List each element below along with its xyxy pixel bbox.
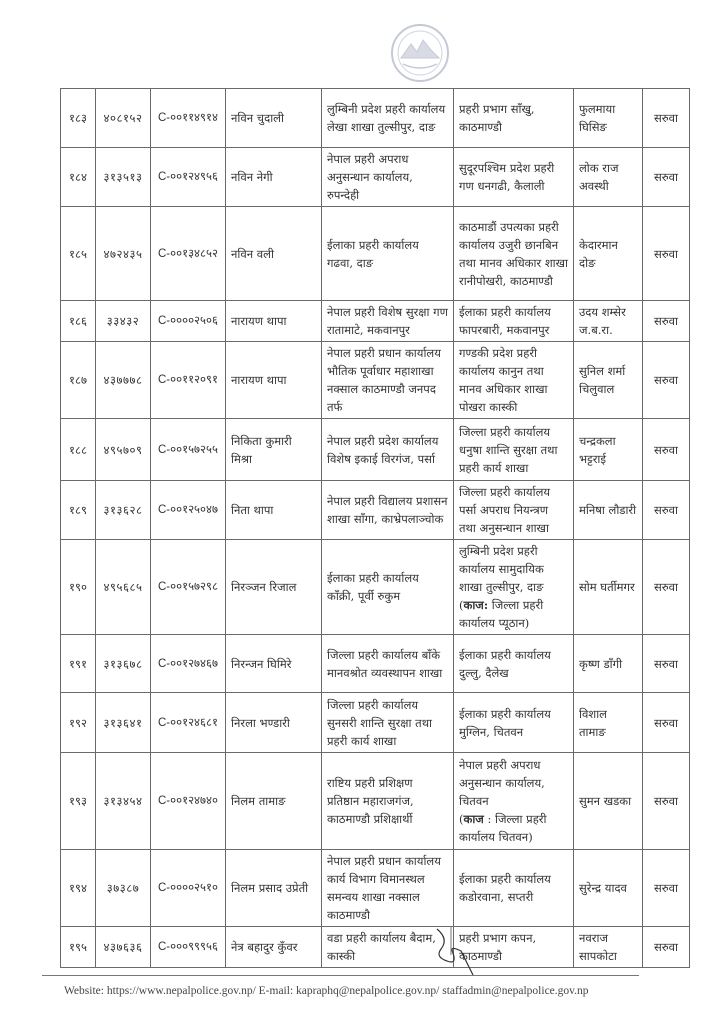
signature-mark-icon	[427, 925, 477, 977]
current-office: नेपाल प्रहरी प्रधान कार्यालय कार्य विभाग विमानस्थल समन्वय शाखा नक्साल काठमाण्डौ	[322, 850, 454, 927]
police-id: ४३७६३६	[96, 927, 151, 968]
deputation-office: जिल्ला प्रहरी कार्यालय प्यूठान)	[459, 598, 544, 630]
employee-name: नविन चुदाली	[226, 89, 322, 148]
transfer-office-text: ईलाका प्रहरी कार्यालय कडोरवाना, सप्तरी	[459, 872, 551, 904]
transfer-office-text: नेपाल प्रहरी अपराध अनुसन्धान कार्यालय, चितवन	[459, 758, 545, 808]
transfer-table	[60, 88, 690, 968]
deputation-label: काज	[463, 812, 484, 826]
employee-code: C-००१२७४६७	[151, 635, 226, 693]
police-id: ४०८१५२	[96, 89, 151, 148]
employee-name: निलम तामाङ	[226, 753, 322, 850]
replacement-name: उदय शम्सेर ज.ब.रा.	[574, 301, 643, 342]
transfer-type: सरुवा	[643, 207, 690, 301]
employee-code: C-००१५७२५५	[151, 419, 226, 481]
replacement-name: सुनिल शर्मा चिलुवाल	[574, 342, 643, 419]
police-id: ४९५७०९	[96, 419, 151, 481]
employee-code: C-००१२४९५६	[151, 148, 226, 207]
police-id: ४३७७७८	[96, 342, 151, 419]
serial-number: १८७	[61, 342, 96, 419]
table-row	[61, 207, 690, 301]
table-row	[61, 753, 690, 850]
table-row	[61, 419, 690, 481]
police-id: ३३४३२	[96, 301, 151, 342]
serial-number: १८४	[61, 148, 96, 207]
deputation-note: (काज : जिल्ला प्रहरी कार्यालय चितवन)	[459, 812, 547, 844]
current-office: ईलाका प्रहरी कार्यालय गढवा, दाङ	[322, 207, 454, 301]
employee-code: C-०००९९९५६	[151, 927, 226, 968]
table-row	[61, 927, 690, 968]
replacement-name: विशाल तामाङ	[574, 693, 643, 753]
transfer-type: सरुवा	[643, 481, 690, 540]
employee-code: C-००१२४६८१	[151, 693, 226, 753]
transfer-office-text: काठमाडौं उपत्यका प्रहरी कार्यालय उजुरी छानबिन तथा मानव अधिकार शाखा रानीपोखरी, काठमाण्डौ	[459, 219, 569, 288]
transfer-office-text: लुम्बिनी प्रदेश प्रहरी कार्यालय सामुदायिक शाखा तुल्सीपुर, दाङ	[459, 544, 544, 594]
serial-number: १८९	[61, 481, 96, 540]
police-id: ३१३६७८	[96, 635, 151, 693]
serial-number: १९५	[61, 927, 96, 968]
transfer-office	[454, 301, 574, 342]
transfer-type: सरुवा	[643, 148, 690, 207]
current-office: लुम्बिनी प्रदेश प्रहरी कार्यालय लेखा शाखा तुल्सीपुर, दाङ	[322, 89, 454, 148]
footer-divider	[42, 975, 639, 976]
police-id: ४७२४३५	[96, 207, 151, 301]
employee-code: C-००११४९१४	[151, 89, 226, 148]
employee-code: C-००११२०९१	[151, 342, 226, 419]
transfer-office	[454, 207, 574, 301]
current-office: जिल्ला प्रहरी कार्यालय सुनसरी शान्ति सुरक्षा तथा प्रहरी कार्य शाखा	[322, 693, 454, 753]
transfer-office	[454, 850, 574, 927]
police-id: ४९५६८५	[96, 540, 151, 635]
employee-name: निकिता कुमारी मिश्रा	[226, 419, 322, 481]
employee-name: निरन्जन घिमिरे	[226, 635, 322, 693]
employee-name: नारायण थापा	[226, 301, 322, 342]
transfer-office	[454, 148, 574, 207]
employee-code: C-००००२५१०	[151, 850, 226, 927]
table-row	[61, 148, 690, 207]
transfer-type: सरुवा	[643, 301, 690, 342]
replacement-name: सोम घर्तीमगर	[574, 540, 643, 635]
transfer-office-text: ईलाका प्रहरी कार्यालय फापरबारी, मकवानपुर	[459, 305, 551, 337]
replacement-name: फुलमाया घिसिङ	[574, 89, 643, 148]
table-row	[61, 540, 690, 635]
serial-number: १९३	[61, 753, 96, 850]
transfer-type: सरुवा	[643, 89, 690, 148]
table-row	[61, 850, 690, 927]
serial-number: १८३	[61, 89, 96, 148]
replacement-name: मनिषा लौडारी	[574, 481, 643, 540]
transfer-office-text: जिल्ला प्रहरी कार्यालय पर्सा अपराध नियन्त्रण तथा अनुसन्धान शाखा	[459, 485, 551, 535]
police-id: ३७३८७	[96, 850, 151, 927]
transfer-office	[454, 481, 574, 540]
replacement-name: लोक राज अवस्थी	[574, 148, 643, 207]
transfer-office	[454, 693, 574, 753]
nepal-police-emblem-icon	[385, 22, 455, 84]
table-row	[61, 481, 690, 540]
transfer-table-body	[61, 89, 690, 968]
transfer-office-text: ईलाका प्रहरी कार्यालय दुल्लु, दैलेख	[459, 647, 551, 680]
table-row	[61, 301, 690, 342]
employee-name: नविन वली	[226, 207, 322, 301]
replacement-name: चन्द्रकला भट्टराई	[574, 419, 643, 481]
transfer-type: सरुवा	[643, 850, 690, 927]
employee-name: नारायण थापा	[226, 342, 322, 419]
transfer-type: सरुवा	[643, 753, 690, 850]
replacement-name: सुरेन्द्र यादव	[574, 850, 643, 927]
transfer-office	[454, 753, 574, 850]
transfer-office	[454, 89, 574, 148]
transfer-type: सरुवा	[643, 635, 690, 693]
employee-code: C-००००२५०६	[151, 301, 226, 342]
employee-name: नेत्र बहादुर कुँवर	[226, 927, 322, 968]
employee-name: निरला भण्डारी	[226, 693, 322, 753]
employee-name: निरञ्जन रिजाल	[226, 540, 322, 635]
replacement-name: कृष्ण डाँगी	[574, 635, 643, 693]
employee-name: निता थापा	[226, 481, 322, 540]
transfer-office-text: सुदूरपश्चिम प्रदेश प्रहरी गण धनगढी, कैलाली	[459, 161, 555, 193]
serial-number: १९४	[61, 850, 96, 927]
transfer-office-text: गण्डकी प्रदेश प्रहरी कार्यालय कानुन तथा मानव अधिकार शाखा पोखरा कास्की	[459, 346, 548, 414]
replacement-name: सुमन खडका	[574, 753, 643, 850]
transfer-office	[454, 342, 574, 419]
police-id: ३१३६४१	[96, 693, 151, 753]
deputation-note: (काज: जिल्ला प्रहरी कार्यालय प्यूठान)	[459, 598, 544, 630]
transfer-office-text: जिल्ला प्रहरी कार्यालय धनुषा शान्ति सुरक्षा तथा प्रहरी कार्य शाखा	[459, 424, 558, 475]
current-office: नेपाल प्रहरी विशेष सुरक्षा गण रातामाटे, मकवानपुर	[322, 301, 454, 342]
footer-contact: Website: https://www.nepalpolice.gov.np/ E-mail: kapraphq@nepalpolice.gov.np/ staffadmin@nepalpolice.gov.np	[64, 985, 589, 997]
employee-code: C-००१२५०४७	[151, 481, 226, 540]
transfer-office	[454, 419, 574, 481]
transfer-type: सरुवा	[643, 540, 690, 635]
transfer-type: सरुवा	[643, 693, 690, 753]
replacement-name: नवराज सापकोटा	[574, 927, 643, 968]
transfer-type: सरुवा	[643, 419, 690, 481]
police-id: ३१३६२८	[96, 481, 151, 540]
serial-number: १८५	[61, 207, 96, 301]
table-row	[61, 89, 690, 148]
employee-code: C-००१३४८५२	[151, 207, 226, 301]
current-office: राष्टिय प्रहरी प्रशिक्षण प्रतिष्ठान महाराजगंज, काठमाण्डौ प्रशिक्षार्थी	[322, 753, 454, 850]
employee-code: C-००१२४७४०	[151, 753, 226, 850]
current-office: ईलाका प्रहरी कार्यालय काँक्री, पूर्वी रुकुम	[322, 540, 454, 635]
serial-number: १९२	[61, 693, 96, 753]
current-office: नेपाल प्रहरी विद्यालय प्रशासन शाखा साँगा, काभ्रेपलाञ्चोक	[322, 481, 454, 540]
transfer-office-text: ईलाका प्रहरी कार्यालय मुग्लिन, चितवन	[459, 706, 551, 739]
deputation-office: : जिल्ला प्रहरी कार्यालय चितवन)	[459, 812, 547, 844]
transfer-office-text: प्रहरी प्रभाग साँखु, काठमाण्डौ	[459, 102, 535, 134]
current-office: नेपाल प्रहरी प्रधान कार्यालय भौतिक पूर्वाधार महाशाखा नक्साल काठमाण्डौ जनपद तर्फ	[322, 342, 454, 419]
serial-number: १९१	[61, 635, 96, 693]
transfer-office	[454, 635, 574, 693]
serial-number: १८८	[61, 419, 96, 481]
employee-name: निलम प्रसाद उप्रेती	[226, 850, 322, 927]
current-office: वडा प्रहरी कार्यालय बैदाम, कास्की	[322, 927, 454, 968]
replacement-name: केदारमान दोङ	[574, 207, 643, 301]
transfer-office-text: प्रहरी प्रभाग कपन, काठमाण्डौ	[459, 931, 537, 963]
current-office: जिल्ला प्रहरी कार्यालय बाँके मानवश्रोत व्यवस्थापन शाखा	[322, 635, 454, 693]
table-row	[61, 342, 690, 419]
transfer-office	[454, 540, 574, 635]
deputation-label: काज:	[463, 598, 489, 612]
serial-number: १९०	[61, 540, 96, 635]
table-row	[61, 635, 690, 693]
current-office: नेपाल प्रहरी अपराध अनुसन्धान कार्यालय, रुपन्देही	[322, 148, 454, 207]
transfer-type: सरुवा	[643, 927, 690, 968]
transfer-type: सरुवा	[643, 342, 690, 419]
serial-number: १८६	[61, 301, 96, 342]
employee-name: नविन नेगी	[226, 148, 322, 207]
table-row	[61, 693, 690, 753]
police-id: ३१३५१३	[96, 148, 151, 207]
police-id: ३१३४५४	[96, 753, 151, 850]
current-office: नेपाल प्रहरी प्रदेश कार्यालय विशेष इकाई विरगंज, पर्सा	[322, 419, 454, 481]
employee-code: C-००१५७२९८	[151, 540, 226, 635]
